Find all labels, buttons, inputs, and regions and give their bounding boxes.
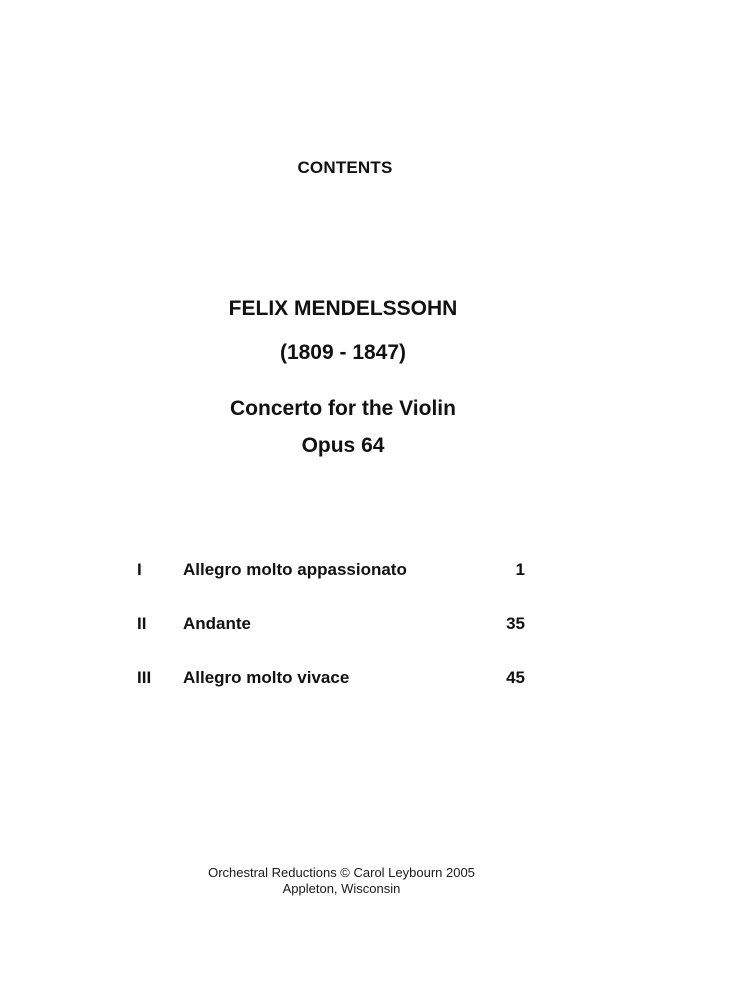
location-line: Appleton, Wisconsin [282, 881, 401, 896]
movement-page: 1 [515, 560, 525, 579]
composer-dates: (1809 - 1847) [279, 341, 407, 364]
copyright-line: Orchestral Reductions © Carol Leybourn 2005 [208, 865, 475, 880]
movement-page: 45 [506, 668, 525, 687]
movement-title: Andante [183, 614, 251, 633]
movement-numeral: III [137, 668, 152, 687]
copyright-footer [0, 865, 683, 897]
movement-numeral: I [137, 560, 142, 579]
movement-entry [0, 668, 737, 694]
movement-entry [0, 560, 737, 586]
movement-entry [0, 614, 737, 640]
movement-page: 35 [506, 614, 525, 633]
work-opus: Opus 64 [301, 434, 385, 457]
movement-title: Allegro molto vivace [183, 668, 350, 687]
composer-name: FELIX MENDELSSOHN [228, 297, 458, 320]
work-title: Concerto for the Violin [230, 397, 456, 420]
contents-heading: CONTENTS [297, 158, 393, 177]
movement-title: Allegro molto appassionato [183, 560, 407, 579]
movement-numeral: II [137, 614, 147, 633]
